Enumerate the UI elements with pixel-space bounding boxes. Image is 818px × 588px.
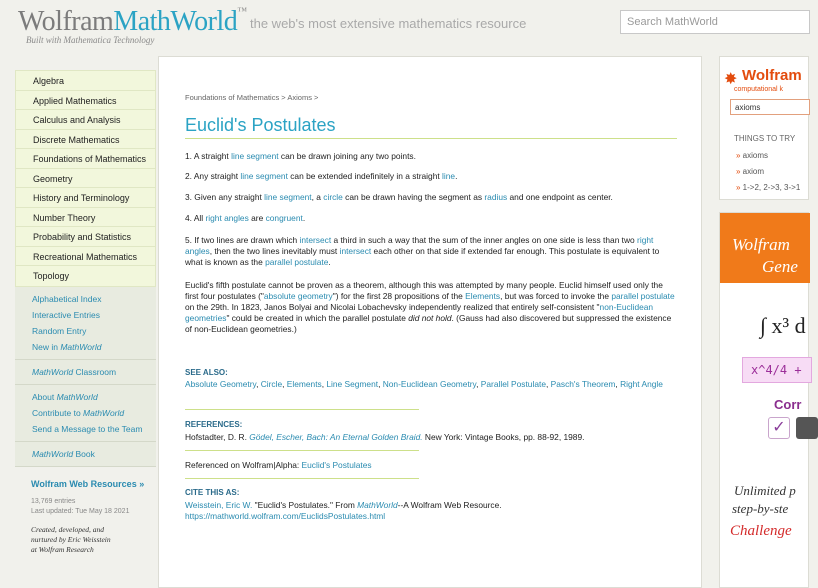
see-also-link[interactable]: Absolute Geometry bbox=[185, 379, 257, 389]
absolute-geometry-link[interactable]: absolute geometry bbox=[263, 291, 333, 301]
title-divider bbox=[185, 138, 677, 139]
postulate-2: 2. Any straight line segment can be extended indefinitely in a straight line. bbox=[185, 171, 458, 181]
see-also-link[interactable]: Line Segment bbox=[326, 379, 379, 389]
classroom-link[interactable]: MathWorld Classroom bbox=[32, 366, 117, 377]
page-title: Euclid's Postulates bbox=[185, 115, 336, 135]
line-segment-link[interactable]: line segment bbox=[231, 151, 279, 161]
author-link[interactable]: Weisstein, Eric W. bbox=[185, 500, 253, 510]
left-sidebar bbox=[15, 70, 156, 555]
web-resources-link[interactable]: Wolfram Web Resources » bbox=[31, 478, 145, 489]
entry-count: 13,769 entries bbox=[31, 497, 76, 505]
line-link[interactable]: line bbox=[442, 171, 456, 181]
random-entry-link[interactable]: Random Entry bbox=[32, 325, 87, 336]
circle-link[interactable]: circle bbox=[323, 192, 343, 202]
sidebar-item-geometry[interactable]: Geometry bbox=[16, 169, 155, 189]
line-segment-link[interactable]: line segment bbox=[264, 192, 312, 202]
problem-generator-ad[interactable]: Wolfram Gene ∫ x³ d x^4/4 + Corr ✓ Unlimited p step-by-ste Challenge bbox=[719, 212, 809, 588]
postulate-4: 4. All right angles are congruent. bbox=[185, 213, 306, 223]
crumb-foundations[interactable]: Foundations of Mathematics bbox=[185, 93, 280, 102]
postulate-5: 5. If two lines are drawn which intersect a third in such a way that the sum of the inner angles on one side is less than two right angles, then the two lines inevitably must intersect each other on that side if extended far enough. This postulate is equivalent to what is known as the parallel postulate. bbox=[185, 235, 660, 267]
send-message-link[interactable]: Send a Message to the Team bbox=[32, 423, 143, 434]
non-euclidean-geometries-link[interactable]: non-Euclidean geometries bbox=[185, 302, 654, 323]
postulate-1: 1. A straight line segment can be drawn joining any two points. bbox=[185, 151, 416, 161]
see-also-heading: SEE ALSO: bbox=[185, 368, 228, 377]
ad-header: Wolfram Gene bbox=[720, 213, 810, 283]
references-heading: REFERENCES: bbox=[185, 420, 243, 429]
things-to-try-heading: THINGS TO TRY bbox=[734, 134, 796, 143]
last-updated: Last updated: Tue May 18 2021 bbox=[31, 507, 130, 515]
sidebar-item-foundations[interactable]: Foundations of Mathematics bbox=[16, 149, 155, 169]
crumb-axioms[interactable]: Axioms bbox=[287, 93, 312, 102]
try-item[interactable]: » axiom bbox=[736, 167, 765, 176]
integral-expression: ∫ x³ d bbox=[760, 313, 806, 338]
postulate-3: 3. Given any straight line segment, a circle can be drawn having the segment as radius and one endpoint as center. bbox=[185, 192, 613, 202]
citation-url bbox=[185, 511, 677, 522]
congruent-link[interactable]: congruent bbox=[265, 213, 303, 223]
sidebar-item-algebra[interactable]: Algebra bbox=[16, 71, 155, 91]
parallel-postulate-link[interactable]: parallel postulate bbox=[265, 257, 329, 267]
sidebar-item-recreational[interactable]: Recreational Mathematics bbox=[16, 247, 155, 267]
see-also-link[interactable]: Circle bbox=[260, 379, 283, 389]
wolfram-alpha-input[interactable]: axioms bbox=[730, 99, 810, 115]
intersect-link[interactable]: intersect bbox=[339, 246, 372, 256]
sidebar-item-calculus[interactable]: Calculus and Analysis bbox=[16, 110, 155, 130]
elements-link[interactable]: Elements bbox=[465, 291, 501, 301]
geb-link[interactable]: Gödel, Escher, Bach: An Eternal Golden Braid. bbox=[249, 432, 423, 442]
new-in-mathworld-link[interactable]: New in MathWorld bbox=[32, 341, 102, 352]
see-also-link[interactable]: Right Angle bbox=[620, 379, 663, 389]
reference-entry: Hofstadter, D. R. Gödel, Escher, Bach: An Eternal Golden Braid. New York: Vintage Books, pp. 88-92, 1989. bbox=[185, 432, 585, 442]
see-also-link[interactable]: Elements bbox=[286, 379, 322, 389]
search-input[interactable]: Search MathWorld bbox=[620, 10, 810, 34]
site-header bbox=[0, 0, 800, 50]
see-also-link[interactable]: Non-Euclidean Geometry bbox=[382, 379, 477, 389]
mathworld-logo[interactable]: WolframMathWorld™ bbox=[18, 6, 247, 37]
wolfram-alpha-reference: Referenced on Wolfram|Alpha: Euclid's Postulates bbox=[185, 460, 372, 470]
right-angles-link[interactable]: right angles bbox=[205, 213, 249, 223]
book-link[interactable]: MathWorld Book bbox=[32, 448, 95, 459]
interactive-entries-link[interactable]: Interactive Entries bbox=[32, 309, 101, 320]
wa-euclid-link[interactable]: Euclid's Postulates bbox=[301, 460, 372, 470]
sidebar-group-classroom bbox=[15, 360, 156, 385]
mathworld-link[interactable]: MathWorld bbox=[357, 500, 398, 510]
alphabetical-index-link[interactable]: Alphabetical Index bbox=[32, 293, 102, 304]
sidebar-item-history[interactable]: History and Terminology bbox=[16, 188, 155, 208]
intersect-link[interactable]: intersect bbox=[299, 235, 332, 245]
line-segment-link[interactable]: line segment bbox=[240, 171, 288, 181]
wolfram-alpha-subtitle: computational k bbox=[734, 86, 784, 93]
sidebar-item-topology[interactable]: Topology bbox=[16, 266, 155, 286]
sidebar-item-number-theory[interactable]: Number Theory bbox=[16, 208, 155, 228]
right-angles-link[interactable]: right angles bbox=[185, 235, 654, 256]
wolfram-alpha-logo[interactable]: Wolfram bbox=[742, 67, 802, 84]
sidebar-group-about bbox=[15, 385, 156, 442]
sidebar-group-book bbox=[15, 442, 156, 467]
dark-box-icon bbox=[796, 417, 818, 439]
citation: Weisstein, Eric W. "Euclid's Postulates." From MathWorld--A Wolfram Web Resource. bbox=[185, 500, 502, 510]
credit: Created, developed, and nurtured by Eric Weisstein at Wolfram Research bbox=[31, 524, 111, 554]
sidebar-group-index bbox=[15, 287, 156, 360]
byline: Built with Mathematica Technology bbox=[26, 35, 155, 45]
see-also-link[interactable]: Pasch's Theorem bbox=[550, 379, 616, 389]
about-link[interactable]: About MathWorld bbox=[32, 391, 98, 402]
discussion-paragraph: Euclid's fifth postulate cannot be proven as a theorem, although this was attempted by many people. Euclid himself used only the first four postulates ("absolute geometry") for the first 28 propositions of the Elements, but was forced to invoke the parallel postulate on the 29th. In 1823, Janos Bolyai and Nicolai Lobachevsky independently realized that entirely self-consistent "non-Euclidean geometries" could be created in which the parallel postulate did not hold. (Gauss had also discovered but suppressed the existence of non-Euclidean geometries.) bbox=[185, 280, 675, 334]
sidebar-item-probability[interactable]: Probability and Statistics bbox=[16, 227, 155, 247]
answer-input: x^4/4 + bbox=[742, 357, 812, 383]
sidebar-item-discrete[interactable]: Discrete Mathematics bbox=[16, 130, 155, 150]
see-also-link[interactable]: Parallel Postulate bbox=[480, 379, 546, 389]
main-content bbox=[158, 56, 702, 588]
site-stats bbox=[15, 497, 156, 517]
wolfram-alpha-star-icon: ✸ bbox=[724, 71, 738, 88]
contribute-link[interactable]: Contribute to MathWorld bbox=[32, 407, 125, 418]
correct-label: Corr bbox=[774, 397, 802, 412]
see-also-list: Absolute Geometry, Circle, Elements, Line Segment, Non-Euclidean Geometry, Parallel Postulate, Pasch's Theorem, Right Angle bbox=[185, 379, 663, 389]
parallel-postulate-link[interactable]: parallel postulate bbox=[611, 291, 675, 301]
cite-heading: CITE THIS AS: bbox=[185, 488, 240, 497]
check-icon: ✓ bbox=[768, 417, 790, 439]
tagline: the web's most extensive mathematics resource bbox=[250, 16, 527, 31]
topic-list bbox=[15, 70, 156, 287]
sidebar-item-applied-mathematics[interactable]: Applied Mathematics bbox=[16, 91, 155, 111]
radius-link[interactable]: radius bbox=[484, 192, 508, 202]
wolfram-alpha-box bbox=[719, 56, 809, 200]
try-item[interactable]: » 1->2, 2->3, 3->1 bbox=[736, 183, 801, 192]
breadcrumb: Foundations of Mathematics > Axioms > bbox=[185, 93, 319, 102]
try-item[interactable]: » axioms bbox=[736, 151, 769, 160]
permalink[interactable]: https://mathworld.wolfram.com/EuclidsPostulates.html bbox=[185, 511, 386, 521]
